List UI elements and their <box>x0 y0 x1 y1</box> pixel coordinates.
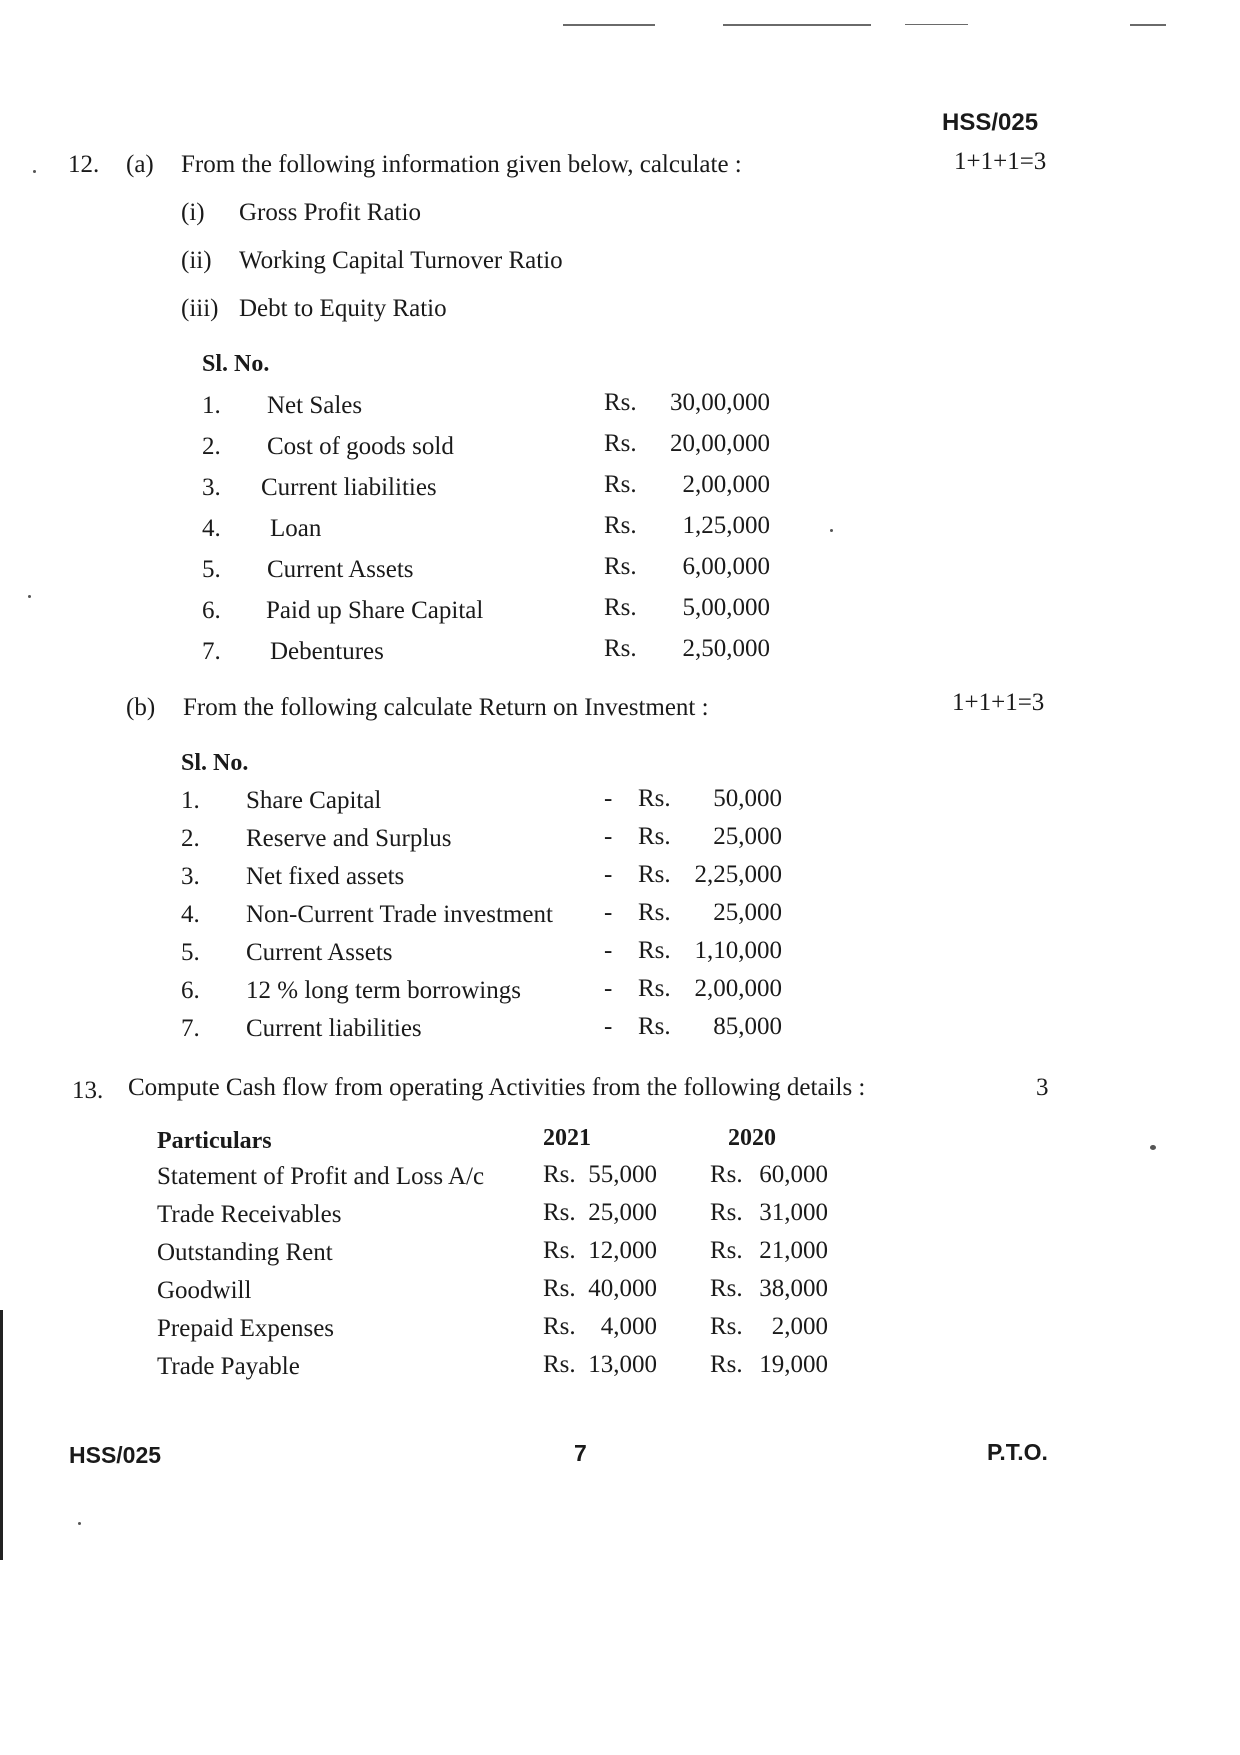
table-row-currency: Rs. <box>710 1275 743 1302</box>
table-row-item: Share Capital <box>246 787 382 814</box>
header-code: HSS/025 <box>942 109 1039 136</box>
table-row-amount-2020: 31,000 <box>759 1199 828 1226</box>
q12b-label: (b) <box>126 694 156 721</box>
table-row-item: Net Sales <box>267 392 363 419</box>
table-row-amount-2021: 13,000 <box>588 1351 657 1378</box>
table-row-amount-2020: 19,000 <box>759 1351 828 1378</box>
table-row-no: 7. <box>202 638 221 665</box>
table-row-amount-2020: 38,000 <box>759 1275 828 1302</box>
table-row-item: Trade Payable <box>157 1353 300 1380</box>
q12a-item-num: (i) <box>181 199 205 226</box>
table-row-item: Debentures <box>270 638 384 665</box>
table-row-item: Reserve and Surplus <box>246 825 452 852</box>
column-header-2021: 2021 <box>543 1125 591 1151</box>
table-row-currency: Rs. <box>638 937 671 964</box>
table-row-no: 5. <box>181 939 200 966</box>
scan-speck <box>830 529 833 532</box>
table-row-dash: - <box>604 975 613 1002</box>
table-row-currency: Rs. <box>604 553 637 580</box>
q12b-prompt: From the following calculate Return on Investment : <box>183 694 709 721</box>
q12a-table-header: Sl. No. <box>202 351 270 377</box>
table-row-amount-2021: 4,000 <box>600 1313 657 1340</box>
q12a-item-num: (iii) <box>181 295 219 322</box>
table-row-currency: Rs. <box>604 471 637 498</box>
table-row-dash: - <box>604 937 613 964</box>
table-row-no: 3. <box>202 474 221 501</box>
table-row-currency: Rs. <box>543 1237 576 1264</box>
table-row-currency: Rs. <box>604 512 637 539</box>
table-row-no: 2. <box>181 825 200 852</box>
scan-speck <box>28 595 31 598</box>
table-row-item: Trade Receivables <box>157 1201 342 1228</box>
table-row-no: 5. <box>202 556 221 583</box>
table-row-no: 3. <box>181 863 200 890</box>
table-row-currency: Rs. <box>543 1351 576 1378</box>
table-row-amount-2021: 40,000 <box>588 1275 657 1302</box>
table-row-item: Current Assets <box>246 939 393 966</box>
table-row-amount-2020: 21,000 <box>759 1237 828 1264</box>
table-row-currency: Rs. <box>638 861 671 888</box>
table-row-dash: - <box>604 899 613 926</box>
table-row-item: Current Assets <box>267 556 414 583</box>
table-row-item: Paid up Share Capital <box>266 597 484 624</box>
q12-number: 12. <box>68 151 100 178</box>
table-row-currency: Rs. <box>604 635 637 662</box>
table-row-amount: 2,25,000 <box>694 861 782 888</box>
table-row-currency: Rs. <box>638 823 671 850</box>
scan-speck <box>33 170 36 173</box>
q12a-label: (a) <box>126 151 154 178</box>
q12a-item-text: Working Capital Turnover Ratio <box>239 247 563 274</box>
table-row-no: 7. <box>181 1015 200 1042</box>
footer-code: HSS/025 <box>69 1442 162 1468</box>
table-row-amount: 85,000 <box>713 1013 782 1040</box>
table-row-item: 12 % long term borrowings <box>246 977 521 1004</box>
table-row-amount: 50,000 <box>713 785 782 812</box>
scan-line <box>723 24 871 26</box>
table-row-currency: Rs. <box>604 594 637 621</box>
table-row-no: 1. <box>202 392 221 419</box>
q12b-marks: 1+1+1=3 <box>952 689 1045 716</box>
q12a-prompt: From the following information given below, calculate : <box>181 151 742 178</box>
table-row-item: Prepaid Expenses <box>157 1315 335 1342</box>
table-row-item: Loan <box>270 515 322 542</box>
table-row-no: 6. <box>202 597 221 624</box>
q13-number: 13. <box>72 1077 104 1104</box>
table-row-amount-2021: 12,000 <box>588 1237 657 1264</box>
table-row-no: 2. <box>202 433 221 460</box>
table-row-currency: Rs. <box>604 430 637 457</box>
q12b-table-header: Sl. No. <box>181 750 249 776</box>
table-row-dash: - <box>604 1013 613 1040</box>
table-row-item: Current liabilities <box>261 474 437 501</box>
scan-speck <box>1150 1145 1156 1150</box>
column-header-particulars: Particulars <box>157 1128 272 1154</box>
q12a-item-text: Debt to Equity Ratio <box>239 295 447 322</box>
table-row-no: 1. <box>181 787 200 814</box>
table-row-item: Goodwill <box>157 1277 252 1304</box>
q12a-marks: 1+1+1=3 <box>954 148 1047 175</box>
table-row-currency: Rs. <box>710 1313 743 1340</box>
table-row-currency: Rs. <box>638 1013 671 1040</box>
table-row-no: 4. <box>202 515 221 542</box>
scan-line <box>563 24 655 26</box>
table-row-item: Statement of Profit and Loss A/c <box>157 1163 485 1190</box>
pto-label: P.T.O. <box>987 1439 1048 1465</box>
table-row-amount-2021: 55,000 <box>588 1161 657 1188</box>
table-row-amount: 20,00,000 <box>670 430 770 457</box>
table-row-currency: Rs. <box>543 1199 576 1226</box>
table-row-amount: 2,00,000 <box>694 975 782 1002</box>
table-row-amount: 5,00,000 <box>682 594 770 621</box>
table-row-currency: Rs. <box>638 899 671 926</box>
table-row-currency: Rs. <box>710 1351 743 1378</box>
q12a-item-text: Gross Profit Ratio <box>239 199 421 226</box>
table-row-currency: Rs. <box>710 1199 743 1226</box>
table-row-item: Current liabilities <box>246 1015 422 1042</box>
page-number: 7 <box>574 1440 587 1466</box>
table-row-amount: 2,00,000 <box>682 471 770 498</box>
table-row-currency: Rs. <box>710 1237 743 1264</box>
table-row-dash: - <box>604 823 613 850</box>
q12a-item-num: (ii) <box>181 247 212 274</box>
table-row-currency: Rs. <box>543 1161 576 1188</box>
table-row-item: Cost of goods sold <box>267 433 454 460</box>
table-row-dash: - <box>604 861 613 888</box>
table-row-no: 6. <box>181 977 200 1004</box>
table-row-amount: 1,25,000 <box>682 512 770 539</box>
table-row-item: Net fixed assets <box>246 863 405 890</box>
table-row-currency: Rs. <box>604 389 637 416</box>
table-row-amount-2020: 60,000 <box>759 1161 828 1188</box>
column-header-2020: 2020 <box>728 1125 776 1151</box>
scan-edge <box>0 1310 3 1560</box>
scan-line <box>905 24 968 25</box>
table-row-currency: Rs. <box>638 785 671 812</box>
table-row-currency: Rs. <box>638 975 671 1002</box>
table-row-item: Outstanding Rent <box>157 1239 333 1266</box>
table-row-amount: 25,000 <box>713 899 782 926</box>
table-row-currency: Rs. <box>543 1275 576 1302</box>
table-row-amount-2021: 25,000 <box>588 1199 657 1226</box>
table-row-amount: 6,00,000 <box>682 553 770 580</box>
table-row-currency: Rs. <box>543 1313 576 1340</box>
table-row-amount: 1,10,000 <box>694 937 782 964</box>
table-row-amount: 2,50,000 <box>682 635 770 662</box>
table-row-amount: 25,000 <box>713 823 782 850</box>
table-row-item: Non-Current Trade investment <box>246 901 553 928</box>
scan-speck <box>78 1522 81 1525</box>
table-row-dash: - <box>604 785 613 812</box>
scan-line <box>1130 24 1166 26</box>
q13-prompt: Compute Cash flow from operating Activities from the following details : <box>128 1074 866 1101</box>
table-row-no: 4. <box>181 901 200 928</box>
table-row-currency: Rs. <box>710 1161 743 1188</box>
q13-marks: 3 <box>1036 1074 1049 1101</box>
table-row-amount: 30,00,000 <box>670 389 770 416</box>
table-row-amount-2020: 2,000 <box>771 1313 828 1340</box>
